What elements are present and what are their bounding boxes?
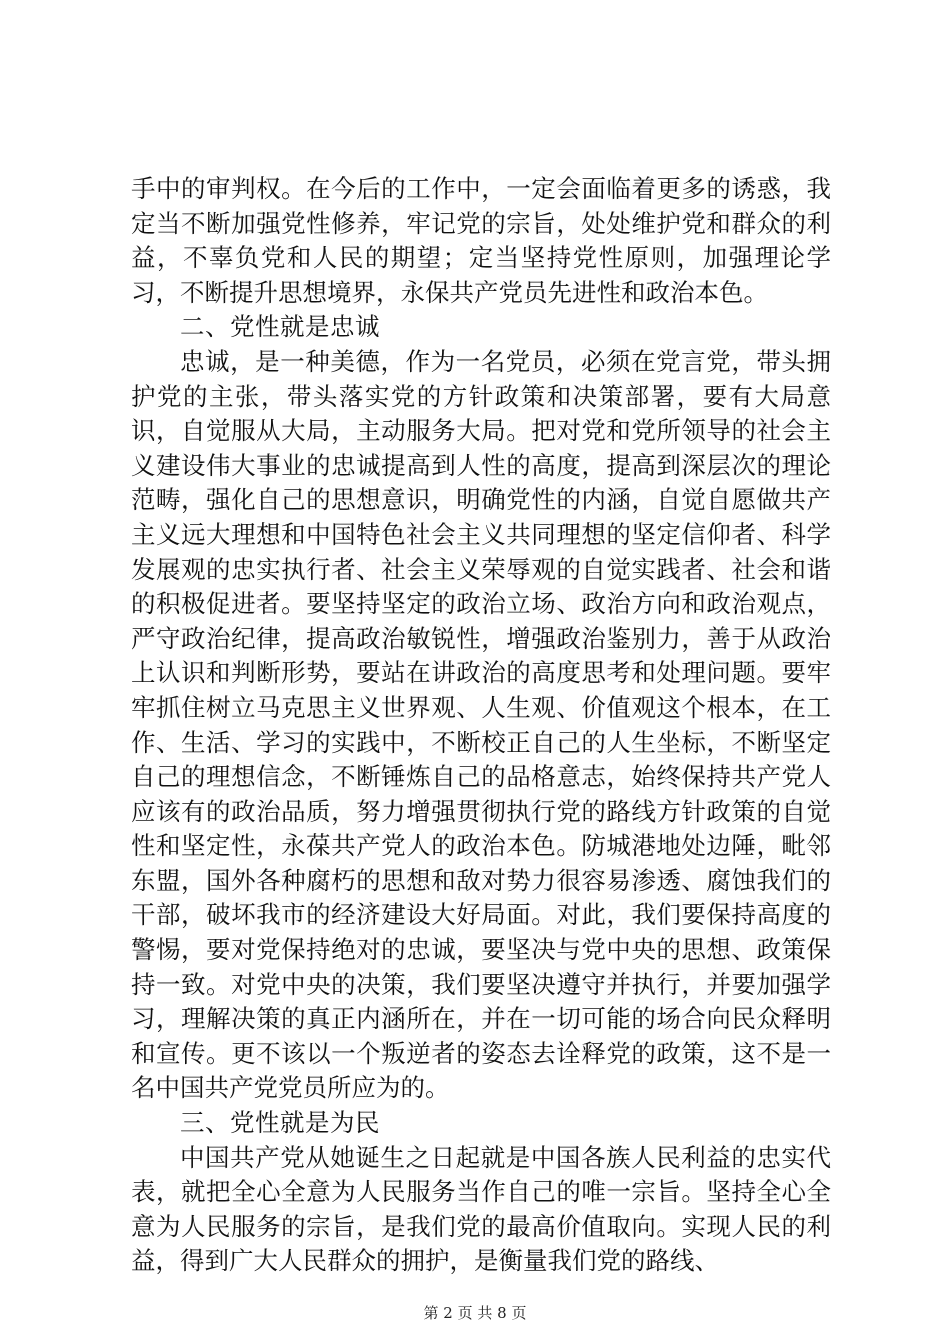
paragraph-for-people: 中国共产党从她诞生之日起就是中国各族人民利益的忠实代表，就把全心全意为人民服务当作自己的唯一宗旨。坚持全心全意为人民服务的宗旨，是我们党的最高价值取向。实现人民的利益，得到广大人民群众的拥护，是衡量我们党的路线、 (131, 1142, 831, 1276)
document-body (131, 172, 831, 1279)
paragraph-continuation: 手中的审判权。在今后的工作中，一定会面临着更多的诱惑，我定当不断加强党性修养，牢记党的宗旨，处处维护党和群众的利益，不辜负党和人民的期望；定当坚持党性原则，加强理论学习，不断提升思想境界，永保共产党员先进性和政治本色。 (131, 174, 831, 307)
page-number-footer: 第 2 页 共 8 页 (423, 1304, 527, 1322)
section-heading-for-people: 三、党性就是为民 (180, 1108, 380, 1138)
section-heading-loyalty: 二、党性就是忠诚 (180, 312, 380, 342)
paragraph-loyalty: 忠诚，是一种美德，作为一名党员，必须在党言党，带头拥护党的主张，带头落实党的方针政策和决策部署，要有大局意识，自觉服从大局，主动服务大局。把对党和党所领导的社会主义建设伟大事业的忠诚提高到人性的高度，提高到深层次的理论范畴，强化自己的思想意识，明确党性的内涵，自觉自愿做共产主义远大理想和中国特色社会主义共同理想的坚定信仰者、科学发展观的忠实执行者、社会主义荣辱观的自觉实践者、社会和谐的积极促进者。要坚持坚定的政治立场、政治方向和政治观点，严守政治纪律，提高政治敏锐性，增强政治鉴别力，善于从政治上认识和判断形势，要站在讲政治的高度思考和处理问题。要牢牢抓住树立马克思主义世界观、人生观、价值观这个根本，在工作、生活、学习的实践中，不断校正自己的人生坐标，不断坚定自己的理想信念，不断锤炼自己的品格意志，始终保持共产党人应该有的政治品质，努力增强贯彻执行党的路线方针政策的自觉性和坚定性，永葆共产党人的政治本色。防城港地处边陲，毗邻东盟，国外各种腐朽的思想和敌对势力很容易渗透、腐蚀我们的干部，破坏我市的经济建设大好局面。对此，我们要保持高度的警惕，要对党保持绝对的忠诚，要坚决与党中央的思想、政策保持一致。对党中央的决策，我们要坚决遵守并执行，并要加强学习，理解决策的真正内涵所在，并在一切可能的场合向民众释明和宣传。更不该以一个叛逆者的姿态去诠释党的政策，这不是一名中国共产党党员所应为的。 (131, 346, 831, 1103)
